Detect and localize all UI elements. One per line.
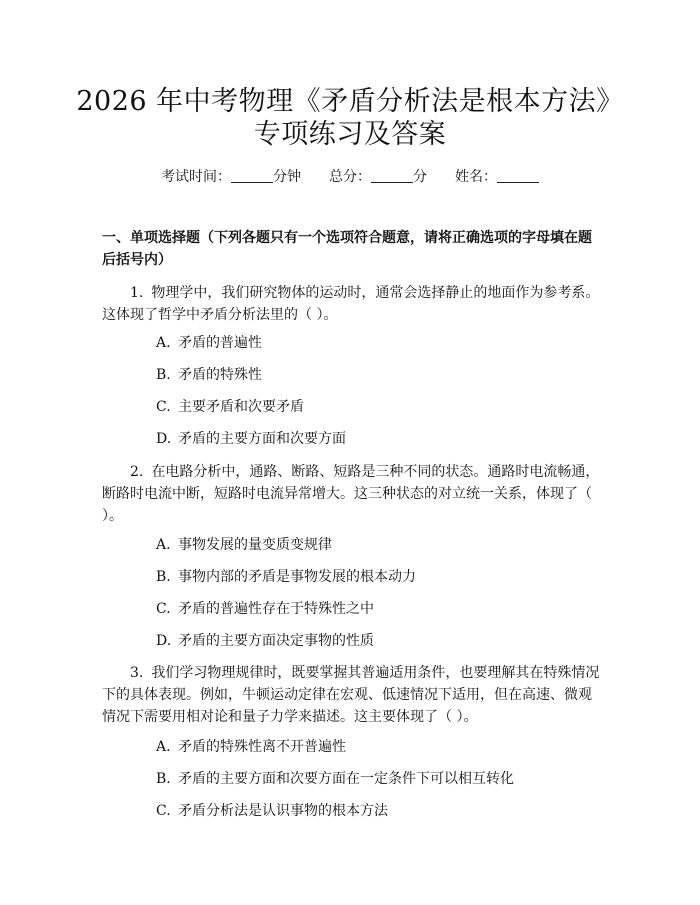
- question-3-option-c: [156, 801, 388, 821]
- exam-time: [161, 167, 301, 187]
- option-text: 矛盾的主要方面决定事物的性质: [178, 633, 374, 649]
- page-subtitle: 专项练习及答案: [253, 119, 447, 150]
- option-letter: D.: [156, 633, 172, 649]
- option-text: 矛盾的主要方面和次要方面: [178, 431, 346, 447]
- option-text: 矛盾的特殊性离不开普遍性: [178, 739, 346, 755]
- exam-time-blank: [231, 168, 273, 183]
- option-letter: A.: [156, 335, 171, 351]
- option-text: 事物发展的量变质变规律: [178, 537, 332, 553]
- exam-time-label: 考试时间：: [161, 169, 231, 185]
- question-3: [102, 662, 602, 728]
- exam-info-row: [0, 167, 700, 187]
- option-letter: B.: [156, 771, 171, 787]
- option-text: 矛盾分析法是认识事物的根本方法: [178, 803, 388, 819]
- question-number: 1.: [130, 285, 144, 301]
- student-name-label: 姓名：: [455, 169, 497, 185]
- total-score-label: 总分：: [329, 169, 371, 185]
- section-heading: 一、单项选择题（下列各题只有一个选项符合题意，请将正确选项的字母填在题后括号内）: [102, 230, 592, 268]
- question-3-option-b: [156, 769, 514, 789]
- option-text: 主要矛盾和次要矛盾: [178, 399, 304, 415]
- question-text: 在电路分析中，通路、断路、短路是三种不同的状态。通路时电流畅通，断路时电流中断，短路时电流异常增大。这三种状态的对立统一关系，体现了（ ）。: [102, 464, 600, 524]
- question-2-option-d: [156, 631, 374, 651]
- question-2-option-a: [156, 535, 332, 555]
- option-letter: A.: [156, 739, 171, 755]
- question-1: [102, 282, 602, 326]
- question-number: 3.: [130, 665, 144, 681]
- option-letter: B.: [156, 367, 171, 383]
- page-title: 2026 年中考物理《矛盾分析法是根本方法》: [76, 86, 624, 117]
- option-letter: C.: [156, 601, 171, 617]
- option-letter: C.: [156, 803, 171, 819]
- question-1-option-a: [156, 333, 262, 353]
- question-text: 我们学习物理规律时，既要掌握其普遍适用条件，也要理解其在特殊情况下的具体表现。例如，牛顿运动定律在宏观、低速情况下适用，但在高速、微观情况下需要用相对论和量子力学来描述。这主要体现了（ ）。: [102, 665, 600, 725]
- total-score: [329, 167, 427, 187]
- option-letter: D.: [156, 431, 172, 447]
- question-2: [102, 461, 602, 527]
- option-text: 矛盾的普遍性存在于特殊性之中: [178, 601, 374, 617]
- exam-time-unit: 分钟: [273, 169, 301, 185]
- question-2-option-c: [156, 599, 374, 619]
- option-text: 矛盾的特殊性: [178, 367, 262, 383]
- option-text: 事物内部的矛盾是事物发展的根本动力: [178, 569, 416, 585]
- student-name-blank: [497, 168, 539, 183]
- question-1-option-b: [156, 365, 262, 385]
- option-text: 矛盾的主要方面和次要方面在一定条件下可以相互转化: [178, 771, 514, 787]
- total-score-blank: [371, 168, 413, 183]
- question-number: 2.: [130, 464, 144, 480]
- question-2-option-b: [156, 567, 416, 587]
- option-letter: C.: [156, 399, 171, 415]
- option-text: 矛盾的普遍性: [178, 335, 262, 351]
- option-letter: B.: [156, 569, 171, 585]
- question-1-option-d: [156, 429, 346, 449]
- student-name: [455, 167, 539, 187]
- question-text: 物理学中，我们研究物体的运动时，通常会选择静止的地面作为参考系。这体现了哲学中矛盾分析法里的（ ）。: [102, 285, 600, 323]
- total-score-unit: 分: [413, 169, 427, 185]
- question-1-option-c: [156, 397, 304, 417]
- question-3-option-a: [156, 737, 346, 757]
- option-letter: A.: [156, 537, 171, 553]
